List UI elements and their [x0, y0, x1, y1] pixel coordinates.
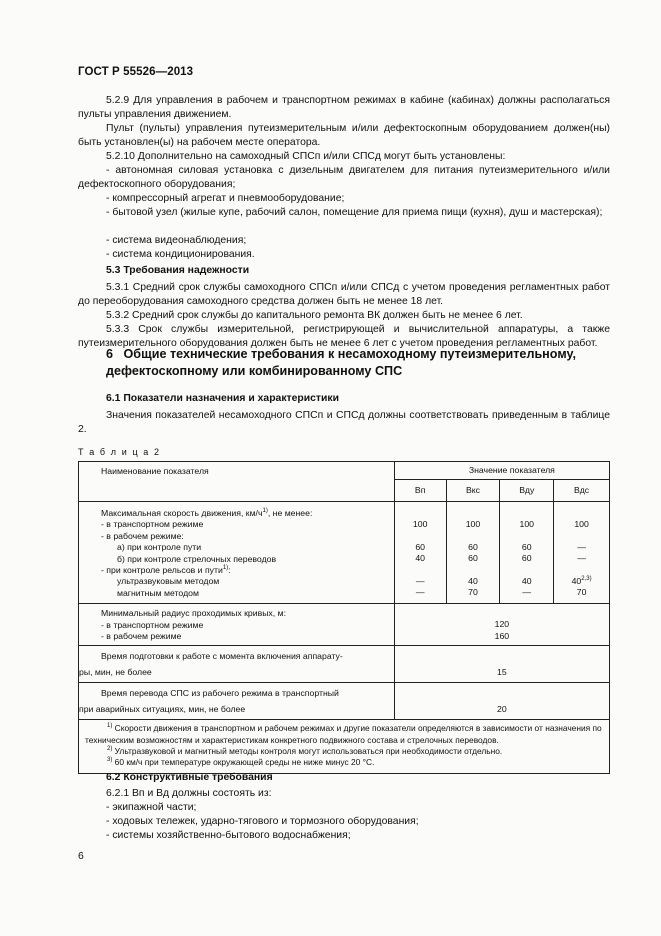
paragraph-6-2-1: 6.2.1 Вп и Вд должны состоять из: [106, 788, 272, 799]
table-row [79, 646, 610, 683]
section-6-heading [106, 346, 616, 380]
column-header-vp: Вп [394, 480, 446, 502]
value-cell: 40 [415, 553, 425, 564]
switch-time-label: Время перевода СПС из рабочего режима в транспортный [101, 688, 339, 699]
heading-6-1: 6.1 Показатели назначения и характеристики [106, 393, 339, 404]
values-vds [554, 502, 610, 604]
value-cell: 60 [468, 541, 478, 552]
table-row [79, 502, 610, 604]
footnote-ref: 1) [222, 565, 229, 572]
value-cell: 100 [465, 519, 481, 529]
speed-label: Максимальная скорость движения, км/ч [101, 508, 263, 518]
values-vdu [500, 502, 554, 604]
column-header-value: Значение показателя [394, 462, 609, 480]
value-cell: — [577, 541, 586, 552]
list-item: - компрессорный агрегат и пневмооборудование; [106, 193, 345, 204]
footnote-ref: 1) [262, 508, 268, 514]
footnote [85, 723, 603, 746]
value-cell: — [415, 587, 425, 598]
value-cell: 70 [576, 587, 587, 598]
list-item: - системы хозяйственно-бытового водоснабжения; [106, 830, 351, 841]
paragraph-5-2-10: 5.2.10 Дополнительно на самоходный СПСп и/или СПСд могут быть установлены: [106, 151, 506, 162]
table-footnotes-row [79, 720, 610, 774]
column-header-vds: Вдс [554, 480, 610, 502]
value-cell: — [577, 553, 586, 564]
column-header-name: Наименование показателя [79, 462, 395, 502]
values-vks [446, 502, 500, 604]
heading-6-2: 6.2 Конструктивные требования [106, 772, 273, 783]
list-item: - экипажной части; [106, 802, 197, 813]
speed-track-label: а) при контроле пути [117, 542, 202, 553]
values-vp [394, 502, 446, 604]
footnote-ref: 1) [107, 723, 113, 730]
prep-time-label-line2: ры, мин, не более [79, 666, 152, 677]
footnote [85, 746, 603, 757]
value-cell: 70 [468, 587, 478, 598]
page-number: 6 [78, 851, 84, 862]
list-item: - система видеонаблюдения; [106, 235, 247, 246]
value-cell: 100 [519, 519, 534, 529]
list-item: - система кондиционирования. [106, 249, 255, 260]
footnote-ref: 2,3) [581, 576, 592, 583]
value-cell: 100 [412, 519, 428, 529]
column-header-vdu: Вду [500, 480, 554, 502]
speed-label-tail: , не менее: [267, 508, 313, 518]
list-item: - ходовых тележек, ударно-тягового и тормозного оборудования; [106, 816, 419, 827]
radius-label-cell [79, 604, 395, 646]
value-cell: 40 [571, 576, 582, 587]
paragraph-5-2-9-b: Пульт (пульты) управления путеизмерительным и/или дефектоскопным оборудованием должен(ны) быть установлен(ы) на рабочем месте оператора. [78, 123, 610, 148]
paragraph-5-3-3: 5.3.3 Срок службы измерительной, регистрирующей и вычислительной аппаратуры, а также путеизмерительного оборудования должен быть не менее 6 лет с учетом проведения регламентных работ. [78, 324, 610, 349]
speed-magnetic-label: магнитным методом [117, 587, 199, 598]
prep-time-label: Время подготовки к работе с момента включения аппарату- [101, 651, 343, 662]
list-item: - бытовой узел (жилые купе, рабочий салон, помещение для приема пищи (кухня), душ и мастерская); [106, 207, 603, 218]
radius-work-label: - в рабочем режиме [101, 631, 182, 642]
speed-switch-label: б) при контроле стрелочных переводов [117, 553, 277, 564]
paragraph-6-1: Значения показателей несамоходного СПСп и СПСд должны соответствовать приведенным в таблице 2. [78, 410, 610, 435]
speed-rails-tail: : [228, 565, 231, 576]
value-cell: 60 [521, 541, 532, 552]
table-row [79, 683, 610, 720]
footnote-text: 60 км/ч при температуре окружающей среды не ниже минус 20 °С. [112, 757, 375, 768]
value-cell: 120 [494, 619, 510, 630]
value-cell: 100 [574, 519, 589, 529]
speed-ultrasonic-label: ультразвуковым методом [117, 576, 220, 587]
paragraph-5-3-2: 5.3.2 Средний срок службы до капитального ремонта ВК должен быть не менее 6 лет. [106, 310, 523, 321]
footnote-ref: 2) [107, 745, 113, 752]
footnote-ref: 3) [107, 757, 113, 764]
footnote-text: Скорости движения в транспортном и рабочем режимах и другие показатели определяются в зависимости от назначения по техническим возможностям и характеристикам конкретного подвижного состава и стрелочных переводов. [85, 723, 602, 745]
footnote [85, 757, 603, 768]
standard-header: ГОСТ Р 55526—2013 [78, 66, 194, 78]
column-header-vks: Вкс [446, 480, 500, 502]
table-caption: Т а б л и ц а 2 [78, 447, 161, 457]
table-2 [78, 461, 610, 774]
radius-values [394, 604, 609, 646]
section-6-title: Общие технические требования к несамоходному путеизмерительному, дефектоскопному или комбинированному СПС [106, 347, 577, 378]
value-cell: 160 [494, 630, 510, 641]
prep-time-label-cell [79, 646, 395, 683]
table-row [79, 604, 610, 646]
switch-time-label-cell [79, 683, 395, 720]
value-cell: 60 [521, 553, 532, 564]
table-footnotes [79, 720, 610, 774]
value-cell: 60 [468, 553, 478, 564]
list-item: - автономная силовая установка с дизельным двигателем для питания путеизмерительного и/или дефектоскопного оборудования; [78, 165, 610, 190]
speed-label-cell [79, 502, 395, 604]
value-cell: — [415, 576, 425, 587]
radius-transport-label: - в транспортном режиме [101, 619, 204, 630]
footnote-text: Ультразвуковой и магнитный методы контроля могут использоваться при необходимости отдельно. [112, 745, 503, 756]
radius-label: Минимальный радиус проходимых кривых, м: [101, 608, 286, 619]
value-cell: 40 [468, 576, 478, 587]
speed-rails-label: - при контроле рельсов и пути [101, 565, 223, 576]
switch-time-value: 20 [394, 683, 609, 720]
value-cell: — [522, 587, 532, 598]
prep-time-value: 15 [394, 646, 609, 683]
paragraph-5-3-1: 5.3.1 Средний срок службы самоходного СПСп и/или СПСд с учетом проведения регламентных работ до переоборудования самоходного средства должен быть не менее 18 лет. [78, 282, 610, 307]
switch-time-label-line2: при аварийных ситуациях, мин, не более [79, 703, 246, 714]
speed-work-label: - в рабочем режиме: [101, 530, 184, 541]
value-cell: 40 [521, 576, 532, 587]
paragraph-5-2-9: 5.2.9 Для управления в рабочем и транспортном режимах в кабине (кабинах) должны располагаться пульты управления движением. [78, 95, 610, 120]
heading-5-3: 5.3 Требования надежности [106, 265, 250, 276]
value-cell: 60 [415, 541, 425, 552]
section-6-number: 6 [106, 347, 114, 361]
speed-transport-label: - в транспортном режиме [101, 519, 204, 530]
